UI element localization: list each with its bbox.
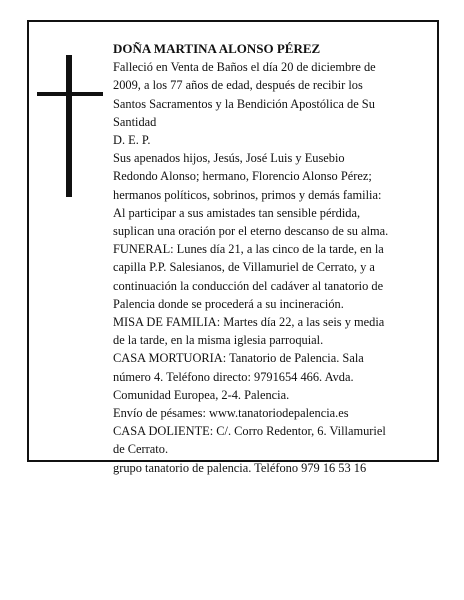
notice-line: grupo tanatorio de palencia. Teléfono 979 16 53 16 <box>113 460 367 475</box>
notice-line: Santos Sacramentos y la Bendición Apostólica de Su <box>113 96 375 111</box>
notice-line: Santidad <box>113 114 157 129</box>
notice-line: Envío de pésames: www.tanatoriodepalencia.es <box>113 406 349 421</box>
notice-line: hermanos políticos, sobrinos, primos y demás familia: <box>113 187 382 202</box>
cross-horizontal-bar <box>37 92 103 96</box>
cross-vertical-bar <box>66 55 72 197</box>
notice-line: de la tarde, en la misma iglesia parroquial. <box>113 333 324 348</box>
notice-line: D. E. P. <box>113 133 151 148</box>
notice-line: CASA MORTUORIA: Tanatorio de Palencia. Sala <box>113 351 364 366</box>
notice-line: FUNERAL: Lunes día 21, a las cinco de la tarde, en la <box>113 242 384 257</box>
obituary-text <box>113 40 431 477</box>
notice-line: 2009, a los 77 años de edad, después de recibir los <box>113 78 363 93</box>
cross-icon <box>37 55 103 197</box>
notice-line: de Cerrato. <box>113 442 169 457</box>
deceased-name: DOÑA MARTINA ALONSO PÉREZ <box>113 41 321 56</box>
notice-line: continuación la conducción del cadáver al tanatorio de <box>113 278 384 293</box>
notice-line: suplican una oración por el eterno descanso de su alma. <box>113 224 389 239</box>
notice-line: Redondo Alonso; hermano, Florencio Alonso Pérez; <box>113 169 372 184</box>
notice-line: Comunidad Europea, 2-4. Palencia. <box>113 387 290 402</box>
notice-line: capilla P.P. Salesianos, de Villamuriel de Cerrato, y a <box>113 260 375 275</box>
notice-line: Al participar a sus amistades tan sensible pérdida, <box>113 205 361 220</box>
notice-line: Falleció en Venta de Baños el día 20 de diciembre de <box>113 60 376 75</box>
notice-line: Sus apenados hijos, Jesús, José Luis y Eusebio <box>113 151 345 166</box>
notice-line: CASA DOLIENTE: C/. Corro Redentor, 6. Villamuriel <box>113 424 386 439</box>
notice-line: Palencia donde se procederá a su incineración. <box>113 296 344 311</box>
notice-line: MISA DE FAMILIA: Martes día 22, a las seis y media <box>113 315 385 330</box>
notice-line: número 4. Teléfono directo: 9791654 466. Avda. <box>113 369 354 384</box>
